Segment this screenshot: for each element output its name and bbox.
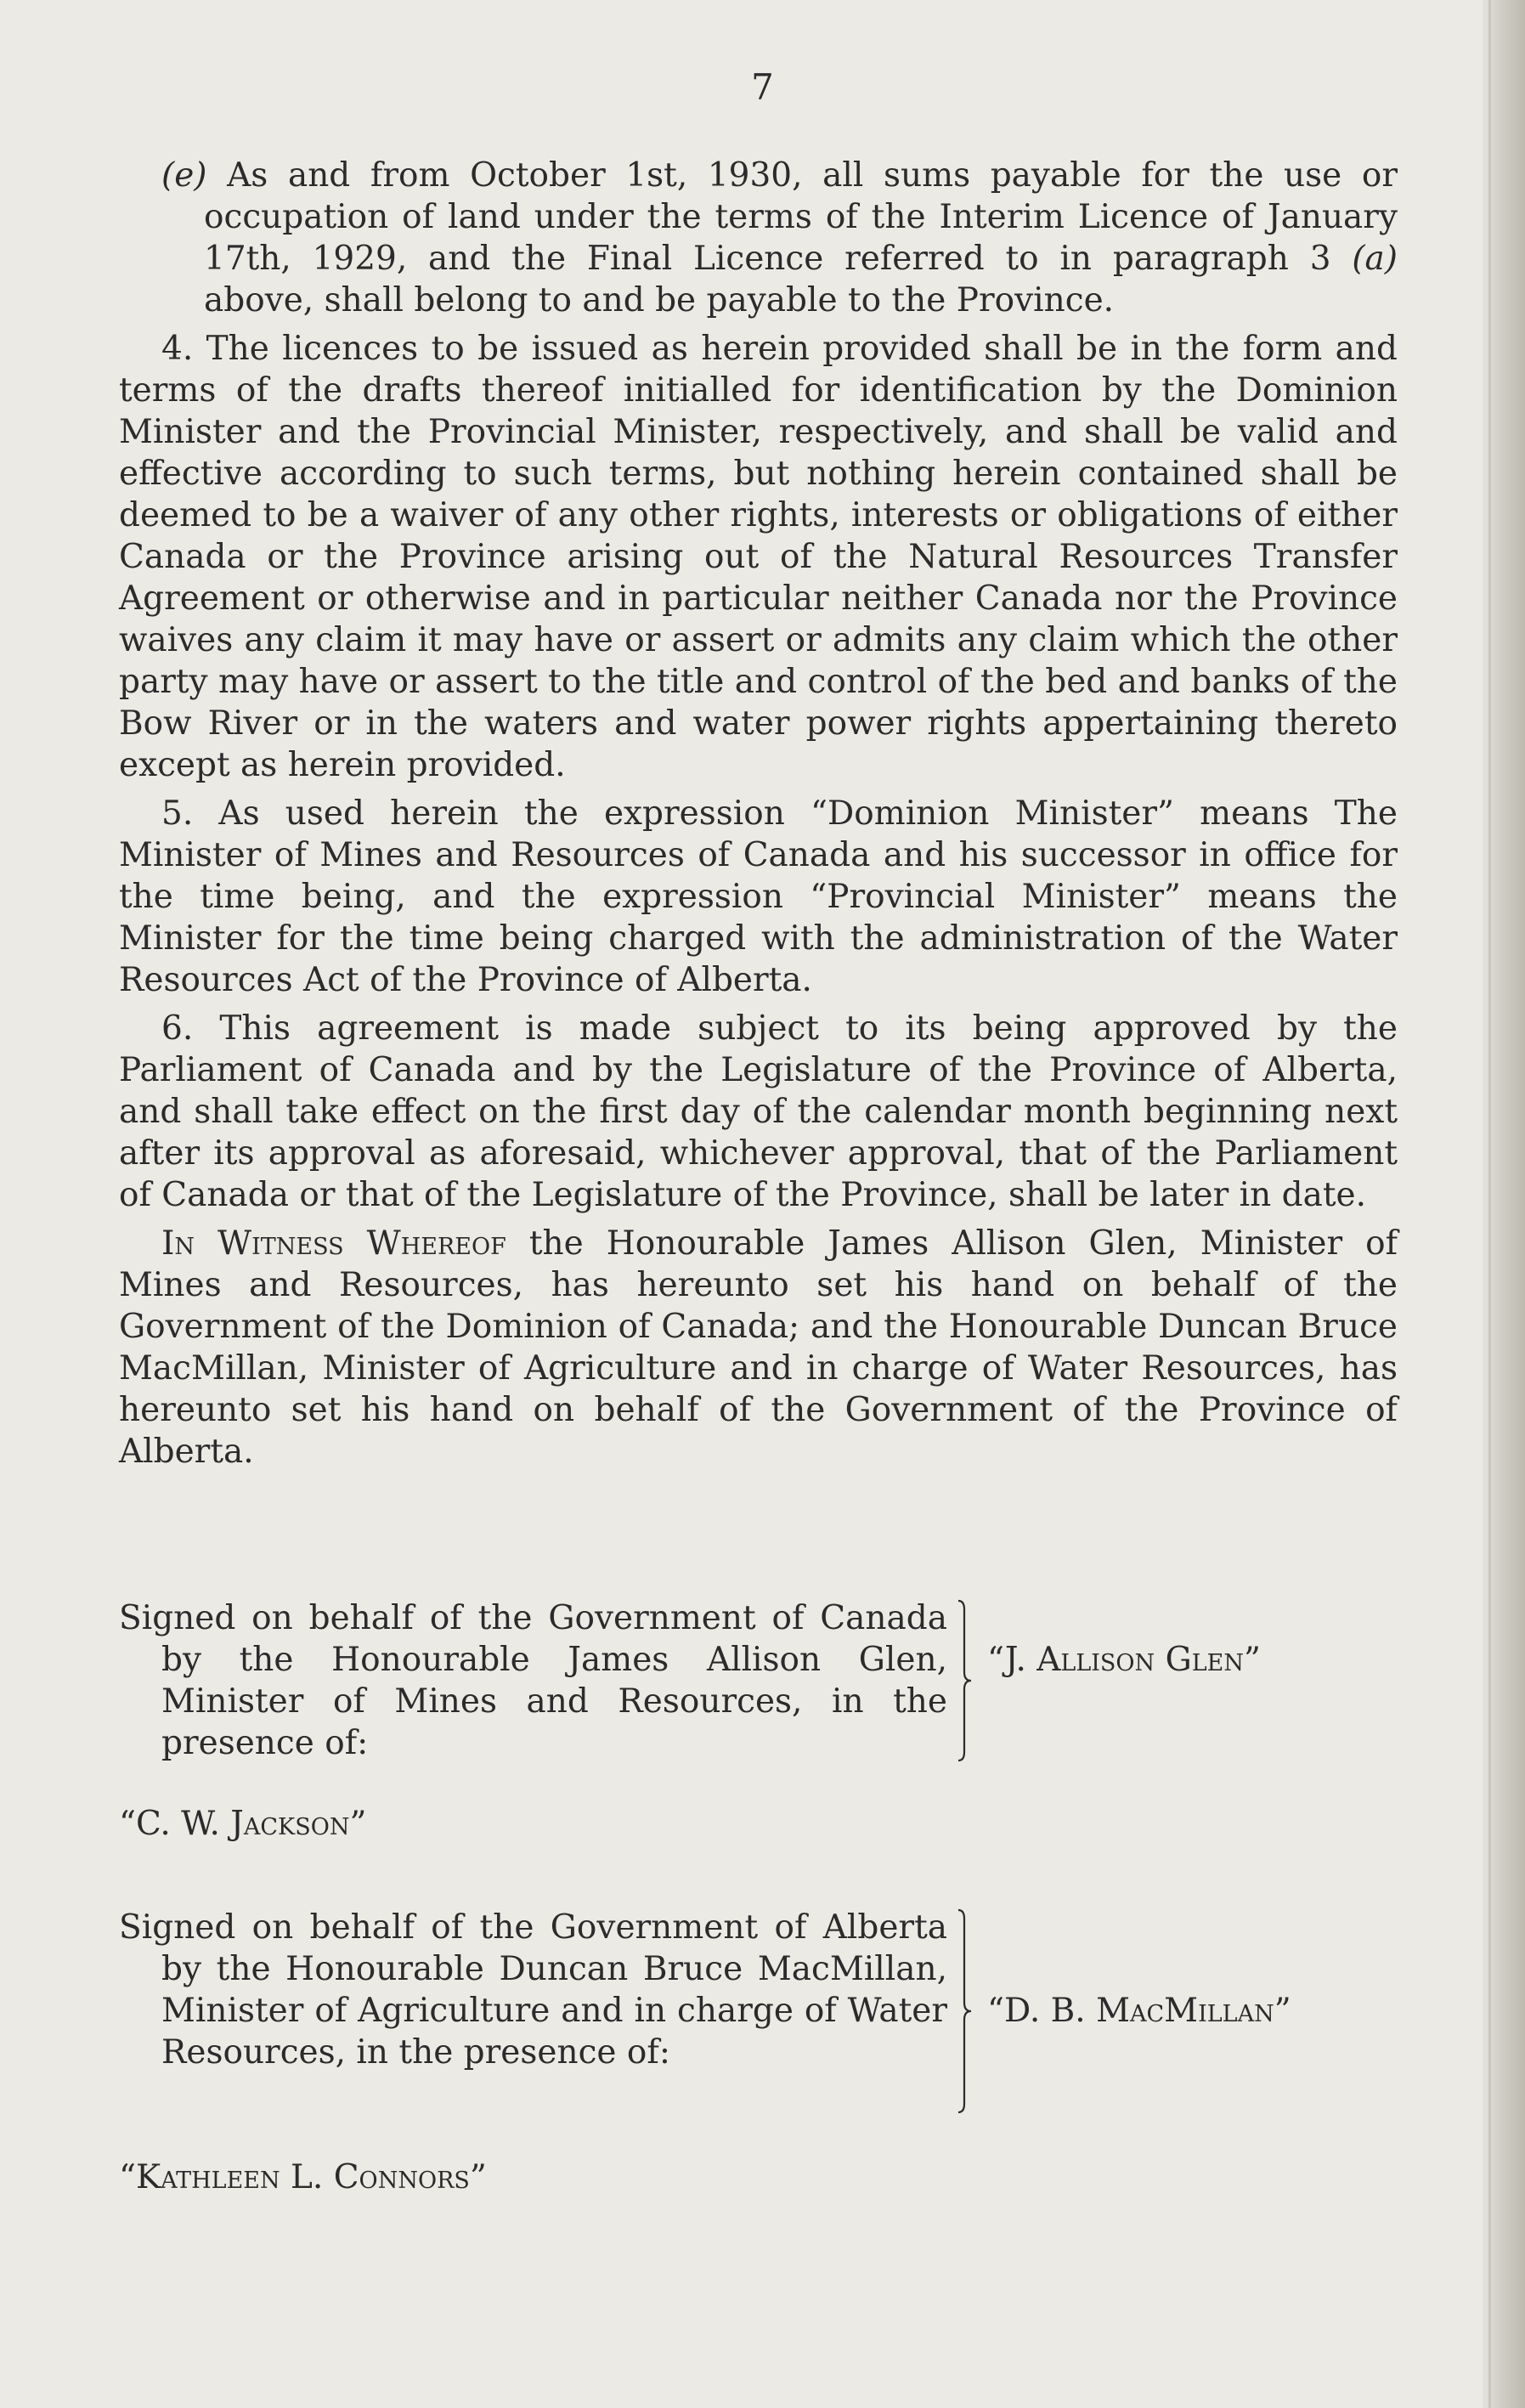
clause-4: 4. The licences to be issued as herein provided shall be in the form and terms of the drafts thereof initialled for identification by the Dominion Minister and the Provincial Minister, respectively, and shall be valid and effective according to such terms, but nothing herein contained shall be deemed to be a waiver of any other rights, interests or obligations of either Canada or the Province arising out of the Natural Resources Transfer Agreement or otherwise and in particular neither Canada nor the Province waives any claim it may have or assert or admits any claim which the other party may have or assert to the title and control of the bed and banks of the Bow River or in the waters and water power rights appertaining thereto except as herein provided. (119, 330, 1398, 784)
witness-alberta: “Kathleen L. Connors” (119, 2158, 487, 2196)
clause-e-tail: above, shall belong to and be payable to the Province. (204, 281, 1115, 319)
agreement-body (119, 155, 1398, 1479)
brace-icon (956, 1597, 973, 1764)
witness-canada: “C. W. Jackson” (119, 1805, 367, 1843)
signature-block-alberta (119, 1907, 1398, 2119)
signatory-canada: “J. Allison Glen” (987, 1641, 1261, 1679)
witness-clause-lead: In Witness Whereof (161, 1224, 506, 1263)
page-number: 7 (751, 66, 774, 108)
clause-e-ref: (a) (1352, 240, 1398, 278)
clause-5: 5. As used herein the expression “Dominion Minister” means The Minister of Mines and Resources of Canada and his successor in office for the time being, and the expression “Provincial Minister” means the Minister for the time being charged with the administration of the Water Resources Act of the Province of Alberta. (119, 794, 1398, 999)
signature-block-canada (119, 1597, 1398, 1767)
clause-e (119, 155, 1398, 321)
signatory-alberta: “D. B. MacMillan” (987, 1992, 1291, 2030)
witness-clause (119, 1223, 1398, 1472)
signature-statement-canada: Signed on behalf of the Government of Canada by the Honourable James Allison Glen, Minister of Mines and Resources, in the presence of: (119, 1599, 947, 1762)
page-edge-line (1488, 0, 1491, 2408)
clause-e-text: As and from October 1st, 1930, all sums payable for the use or occupation of land under the terms of the Interim Licence of January 17th, 1929, and the Final Licence referred to in paragraph 3 (204, 156, 1398, 278)
signature-statement-alberta: Signed on behalf of the Government of Alberta by the Honourable Duncan Bruce MacMillan, Minister of Agriculture and in charge of Water Resources, in the presence of: (119, 1908, 947, 2072)
clause-e-label: (e) (161, 156, 207, 195)
clause-6: 6. This agreement is made subject to its being approved by the Parliament of Canada and by the Legislature of the Province of Alberta, and shall take effect on the first day of the calendar month beginning next after its approval as aforesaid, whichever approval, that of the Parliament of Canada or that of the Legislature of the Province, shall be later in date. (119, 1009, 1398, 1214)
witness-clause-text: the Honourable James Allison Glen, Minister of Mines and Resources, has hereunto set his hand on behalf of the Government of the Dominion of Canada; and the Honourable Duncan Bruce MacMillan, Minister of Agriculture and in charge of Water Resources, has hereunto set his hand on behalf of the Government of the Province of Alberta. (119, 1224, 1398, 1471)
brace-icon (956, 1907, 973, 2116)
